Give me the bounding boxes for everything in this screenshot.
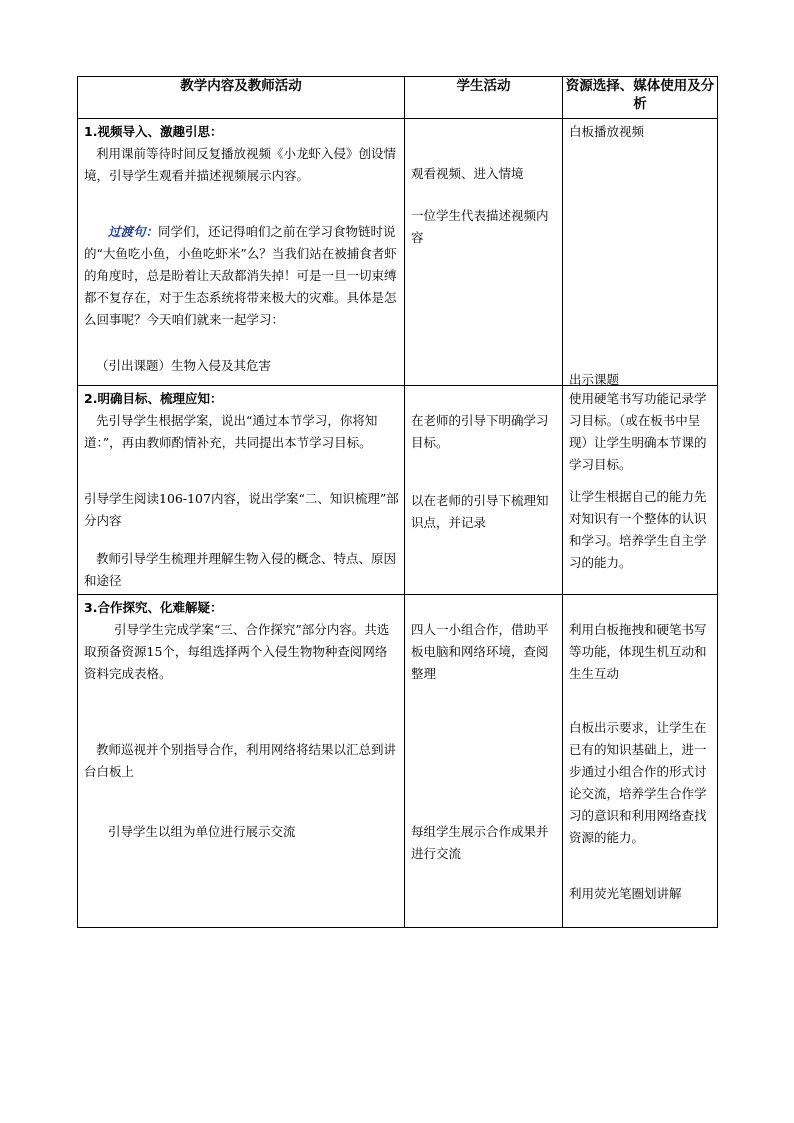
media-text: 让学生根据自己的能力先对知识有一个整体的认识和学习。培养学生自主学习的能力。 (569, 489, 707, 570)
table-row (78, 119, 718, 386)
teacher-paragraph: 引导学生以组为单位进行展示交流 (108, 824, 296, 839)
table-header-row (78, 77, 718, 119)
header-student-activity: 学生活动 (405, 77, 563, 119)
media-text: 白板播放视频 (569, 124, 645, 139)
media-text: 出示课题 (569, 372, 620, 387)
media-cell (563, 595, 718, 928)
media-cell (563, 119, 718, 386)
teacher-paragraph: 引导学生阅读106-107内容，说出学案“二、知识梳理”部分内容 (84, 491, 399, 528)
student-activity-text: 一位学生代表描述视频内容 (411, 208, 549, 245)
table-row (78, 595, 718, 928)
media-text: 利用白板拖拽和硬笔书写等功能，体现生机互动和生生互动 (569, 622, 707, 681)
media-text: 白板出示要求，让学生在已有的知识基础上，进一步通过小组合作的形式讨论交流，培养学生合作学习的意识和利用网络查找资源的能力。 (569, 720, 707, 845)
media-text: 使用硬笔书写功能记录学习目标。（或在板书中呈现）让学生明确本节课的学习目标。 (569, 391, 707, 472)
student-cell (405, 119, 563, 386)
section-title: 1.视频导入、激趣引思： (84, 124, 223, 139)
student-activity-text: 每组学生展示合作成果并进行交流 (411, 824, 549, 861)
teacher-paragraph (84, 221, 399, 331)
teacher-paragraph: 利用课前等待时间反复播放视频《小龙虾入侵》创设情境，引导学生观看并描述视频展示内容。 (84, 146, 397, 183)
section-title: 2.明确目标、梳理应知： (84, 391, 223, 406)
topic-intro: （引出课题）生物入侵及其危害 (96, 358, 272, 373)
section-title: 3.合作探究、化难解疑： (84, 600, 223, 615)
media-text: 利用荧光笔圈划讲解 (569, 886, 682, 901)
teacher-paragraph: 先引导学生根据学案，说出“通过本节学习，你将知道：”，再由教师酌情补充，共同提出本节学习目标。 (84, 413, 378, 450)
teacher-cell (78, 119, 405, 386)
transition-text: 同学们，还记得咱们之前在学习食物链时说的“大鱼吃小鱼，小鱼吃虾米”么？当我们站在被捕食者虾的角度时，总是盼着让天敌都消失掉！可是一旦一切束缚都不复存在，对于生态系统将带来极大的灾难。具体是怎么回事呢？今天咱们就来一起学习： (84, 224, 397, 327)
teacher-paragraph: 引导学生完成学案“三、合作探究”部分内容。共选取预备资源15个，每组选择两个入侵生物物种查阅网络资料完成表格。 (84, 622, 390, 681)
teacher-cell (78, 386, 405, 595)
lesson-plan-table (77, 76, 718, 928)
header-teacher-activity: 教学内容及教师活动 (78, 77, 405, 119)
media-cell (563, 386, 718, 595)
student-cell (405, 386, 563, 595)
transition-label: 过渡句： (108, 224, 159, 239)
student-activity-text: 在老师的引导下明确学习目标。 (411, 413, 549, 450)
header-media-analysis: 资源选择、媒体使用及分析 (563, 77, 718, 119)
teacher-paragraph: 教师引导学生梳理并理解生物入侵的概念、特点、原因和途径 (84, 551, 397, 588)
student-activity-text: 以在老师的引导下梳理知识点，并记录 (411, 493, 549, 530)
table-row (78, 386, 718, 595)
teacher-cell (78, 595, 405, 928)
student-activity-text: 四人一小组合作，借助平板电脑和网络环境，查阅整理 (411, 622, 549, 681)
student-activity-text: 观看视频、进入情境 (411, 166, 524, 181)
student-cell (405, 595, 563, 928)
teacher-paragraph: 教师巡视并个别指导合作，利用网络将结果以汇总到讲台白板上 (84, 742, 397, 779)
